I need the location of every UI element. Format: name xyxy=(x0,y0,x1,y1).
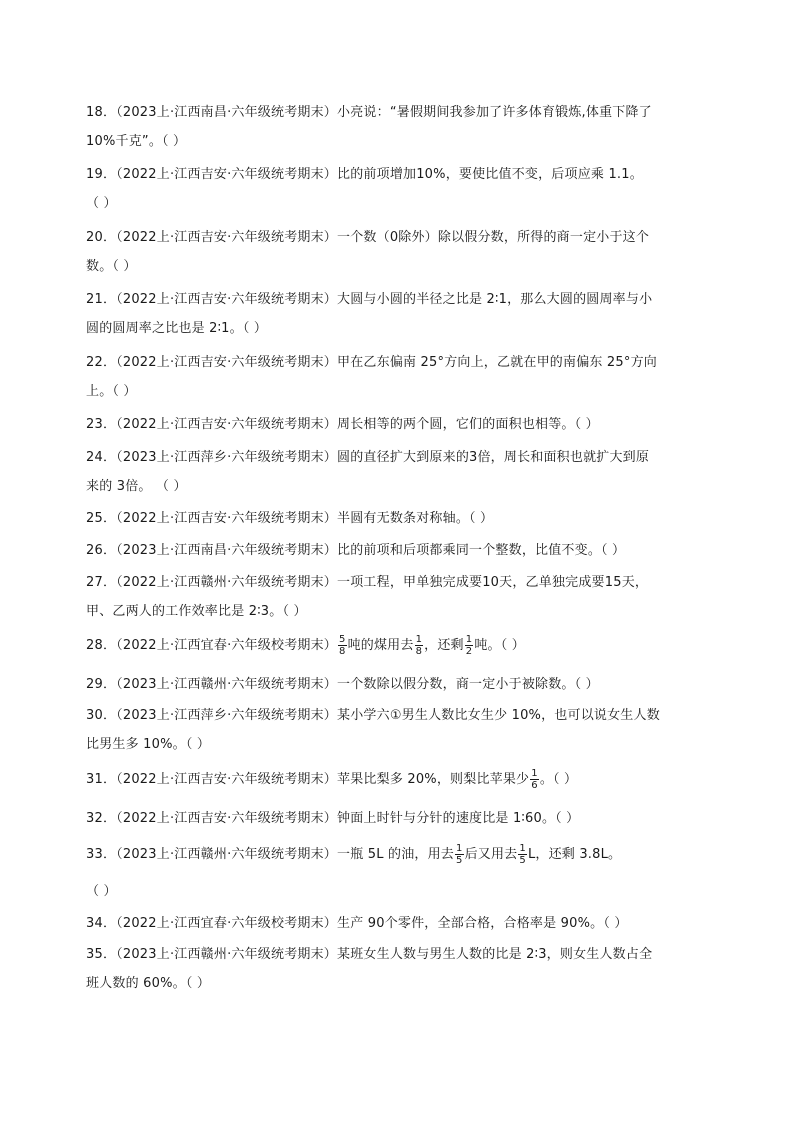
question-text: 甲在乙东偏南 25°方向上，乙就在甲的南偏东 25°方向 xyxy=(337,355,657,370)
question-text: 某小学六①男生人数比女生少 10%，也可以说女生人数 xyxy=(337,708,660,723)
answer-bracket[interactable]: （ ） xyxy=(86,196,117,211)
question-24-line-1: 24．（2023上·江西萍乡·六年级统考期末）圆的直径扩大到原来的3倍，周长和面积也就扩大到原 xyxy=(86,450,650,465)
question-text: 一个数（0除外）除以假分数，所得的商一定小于这个 xyxy=(337,230,650,245)
fraction-one-sixth: $\frac{1}{6}$ xyxy=(531,768,538,791)
question-source: （2022上·江西吉安·六年级统考期末） xyxy=(116,811,338,826)
question-number: 35 xyxy=(86,947,103,962)
question-number: 24 xyxy=(86,450,103,465)
question-number: 20 xyxy=(86,230,103,245)
question-text[interactable]: 比的前项和后项都乘同一个整数，比值不变。（ ） xyxy=(337,543,626,558)
question-20-line-1: 20．（2022上·江西吉安·六年级统考期末）一个数（0除外）除以假分数，所得的商一定小于这个 xyxy=(86,230,650,245)
answer-bracket[interactable]: 数。（ ） xyxy=(86,259,137,274)
question-31-line-1: 31．（2022上·江西吉安·六年级统考期末）苹果比梨多 20%，则梨比苹果少 $\frac{1}{6}$ 。（ ） xyxy=(86,768,578,791)
question-number: 34 xyxy=(86,916,103,931)
question-number: 23 xyxy=(86,417,103,432)
question-source: （2022上·江西赣州·六年级统考期末） xyxy=(116,575,338,590)
question-source: （2022上·江西吉安·六年级统考期末） xyxy=(116,167,338,182)
question-text-cont[interactable]: 圆的圆周率之比也是 2∶1。（ ） xyxy=(86,321,268,336)
answer-bracket[interactable]: 。（ ） xyxy=(539,772,578,787)
question-source: （2022上·江西吉安·六年级统考期末） xyxy=(116,511,338,526)
question-34-line-1: 34．（2022上·江西宜春·六年级校考期末）生产 90个零件，全部合格，合格率是 90%。（ ） xyxy=(86,916,628,931)
answer-bracket[interactable]: （ ） xyxy=(86,884,117,899)
question-text[interactable]: 钟面上时针与分针的速度比是 1∶60。（ ） xyxy=(337,811,580,826)
question-33-line-2 xyxy=(86,884,117,900)
question-23-line-1: 23．（2022上·江西吉安·六年级统考期末）周长相等的两个圆，它们的面积也相等。（ ） xyxy=(86,417,599,432)
fraction-five-eighths: $\frac{5}{8}$ xyxy=(339,634,346,657)
question-text-cont[interactable]: 甲、乙两人的工作效率比是 2∶3。（ ） xyxy=(86,604,307,619)
question-text[interactable]: 周长相等的两个圆，它们的面积也相等。（ ） xyxy=(337,417,599,432)
question-21-line-2 xyxy=(86,321,267,337)
question-number: 32 xyxy=(86,811,103,826)
question-source: （2023上·江西萍乡·六年级统考期末） xyxy=(116,450,338,465)
question-33-line-1: 33．（2023上·江西赣州·六年级统考期末）一瓶 5L 的油，用去 $\frac{1}{5}$ 后又用去 $\frac{1}{5}$ L，还剩 3.8L。 xyxy=(86,843,622,866)
question-30-line-1: 30．（2023上·江西萍乡·六年级统考期末）某小学六①男生人数比女生少 10%，也可以说女生人数 xyxy=(86,708,660,723)
question-source: （2022上·江西吉安·六年级统考期末） xyxy=(116,417,338,432)
fraction-one-fifth: $\frac{1}{5}$ xyxy=(456,843,463,866)
question-19-line-2 xyxy=(86,196,117,212)
question-source: （2023上·江西南昌·六年级统考期末） xyxy=(116,543,338,558)
question-text-cont[interactable]: 班人数的 60%。（ ） xyxy=(86,976,211,991)
question-25-line-1: 25．（2022上·江西吉安·六年级统考期末）半圆有无数条对称轴。（ ） xyxy=(86,511,494,526)
question-24-line-2 xyxy=(86,479,187,495)
question-source: （2022上·江西吉安·六年级统考期末） xyxy=(116,292,338,307)
question-number: 28 xyxy=(86,638,103,653)
question-number: 26 xyxy=(86,543,103,558)
question-number: 25 xyxy=(86,511,103,526)
question-text: 大圆与小圆的半径之比是 2∶1，那么大圆的圆周率与小 xyxy=(337,292,653,307)
fraction-one-half: $\frac{1}{2}$ xyxy=(465,634,473,657)
question-18-line-2 xyxy=(86,134,186,150)
question-26-line-1: 26．（2023上·江西南昌·六年级统考期末）比的前项和后项都乘同一个整数，比值不变。（ ） xyxy=(86,543,626,558)
answer-bracket[interactable]: 10%千克”。（ ） xyxy=(86,134,187,149)
answer-bracket[interactable]: 吨。（ ） xyxy=(474,638,525,653)
question-text[interactable]: 半圆有无数条对称轴。（ ） xyxy=(337,511,494,526)
question-27-line-2 xyxy=(86,604,307,620)
question-source: （2022上·江西宜春·六年级校考期末） xyxy=(116,916,338,931)
question-text: 圆的直径扩大到原来的3倍，周长和面积也就扩大到原 xyxy=(337,450,650,465)
question-text-cont[interactable]: 比男生多 10%。（ ） xyxy=(86,737,211,752)
question-number: 30 xyxy=(86,708,103,723)
question-source: （2023上·江西赣州·六年级统考期末） xyxy=(116,947,338,962)
question-number: 22 xyxy=(86,355,103,370)
question-19-line-1: 19．（2022上·江西吉安·六年级统考期末）比的前项增加10%，要使比值不变，后项应乘 1.1。 xyxy=(86,167,643,182)
question-22-line-2 xyxy=(86,384,137,400)
question-source: （2023上·江西萍乡·六年级统考期末） xyxy=(116,708,338,723)
question-text-cont[interactable]: 来的 3倍。 （ ） xyxy=(86,479,187,494)
fraction-one-fifth-liter: $\frac{1}{5}$ xyxy=(519,843,526,866)
question-number: 19 xyxy=(86,167,103,182)
question-35-line-2 xyxy=(86,976,210,992)
question-source: （2023上·江西赣州·六年级统考期末） xyxy=(116,847,338,862)
question-27-line-1: 27．（2022上·江西赣州·六年级统考期末）一项工程，甲单独完成要10天，乙单独完成要15天， xyxy=(86,575,649,590)
question-text[interactable]: 生产 90个零件，全部合格，合格率是 90%。（ ） xyxy=(337,916,628,931)
question-30-line-2 xyxy=(86,737,210,753)
question-29-line-1: 29．（2023上·江西赣州·六年级统考期末）一个数除以假分数，商一定小于被除数。（ ） xyxy=(86,677,599,692)
question-28-line-1: 28．（2022上·江西宜春·六年级校考期末） $\frac{5}{8}$ 吨的煤用去 $\frac{1}{8}$ ，还剩 $\frac{1}{2}$ 吨。（ ） xyxy=(86,634,525,657)
question-source: （2023上·江西南昌·六年级统考期末） xyxy=(116,105,338,120)
question-35-line-1: 35．（2023上·江西赣州·六年级统考期末）某班女生人数与男生人数的比是 2∶3，则女生人数占全 xyxy=(86,947,653,962)
question-text[interactable]: 一个数除以假分数，商一定小于被除数。（ ） xyxy=(337,677,599,692)
question-source: （2022上·江西宜春·六年级校考期末） xyxy=(116,638,338,653)
question-18-line-1: 18．（2023上·江西南昌·六年级统考期末）小亮说：“暑假期间我参加了许多体育锻炼,体重下降了 xyxy=(86,105,652,120)
question-number: 33 xyxy=(86,847,103,862)
question-source: （2023上·江西赣州·六年级统考期末） xyxy=(116,677,338,692)
question-source: （2022上·江西吉安·六年级统考期末） xyxy=(116,772,338,787)
question-number: 27 xyxy=(86,575,103,590)
question-number: 18 xyxy=(86,105,103,120)
question-number: 21 xyxy=(86,292,103,307)
question-text: 小亮说：“暑假期间我参加了许多体育锻炼,体重下降了 xyxy=(337,105,652,120)
question-number: 31 xyxy=(86,772,103,787)
question-text: 一项工程，甲单独完成要10天，乙单独完成要15天， xyxy=(337,575,649,590)
question-text-cont[interactable]: 上。（ ） xyxy=(86,384,137,399)
question-text: 某班女生人数与男生人数的比是 2∶3，则女生人数占全 xyxy=(337,947,653,962)
fraction-one-eighth: $\frac{1}{8}$ xyxy=(415,634,423,657)
question-32-line-1: 32．（2022上·江西吉安·六年级统考期末）钟面上时针与分针的速度比是 1∶60。（ ） xyxy=(86,811,580,826)
question-20-line-2 xyxy=(86,259,137,275)
question-21-line-1: 21．（2022上·江西吉安·六年级统考期末）大圆与小圆的半径之比是 2∶1，那么大圆的圆周率与小 xyxy=(86,292,653,307)
question-22-line-1: 22．（2022上·江西吉安·六年级统考期末）甲在乙东偏南 25°方向上，乙就在甲的南偏东 25°方向 xyxy=(86,355,657,370)
question-source: （2022上·江西吉安·六年级统考期末） xyxy=(116,355,338,370)
question-source: （2022上·江西吉安·六年级统考期末） xyxy=(116,230,338,245)
question-text: 比的前项增加10%，要使比值不变，后项应乘 1.1。 xyxy=(337,167,643,182)
question-number: 29 xyxy=(86,677,103,692)
